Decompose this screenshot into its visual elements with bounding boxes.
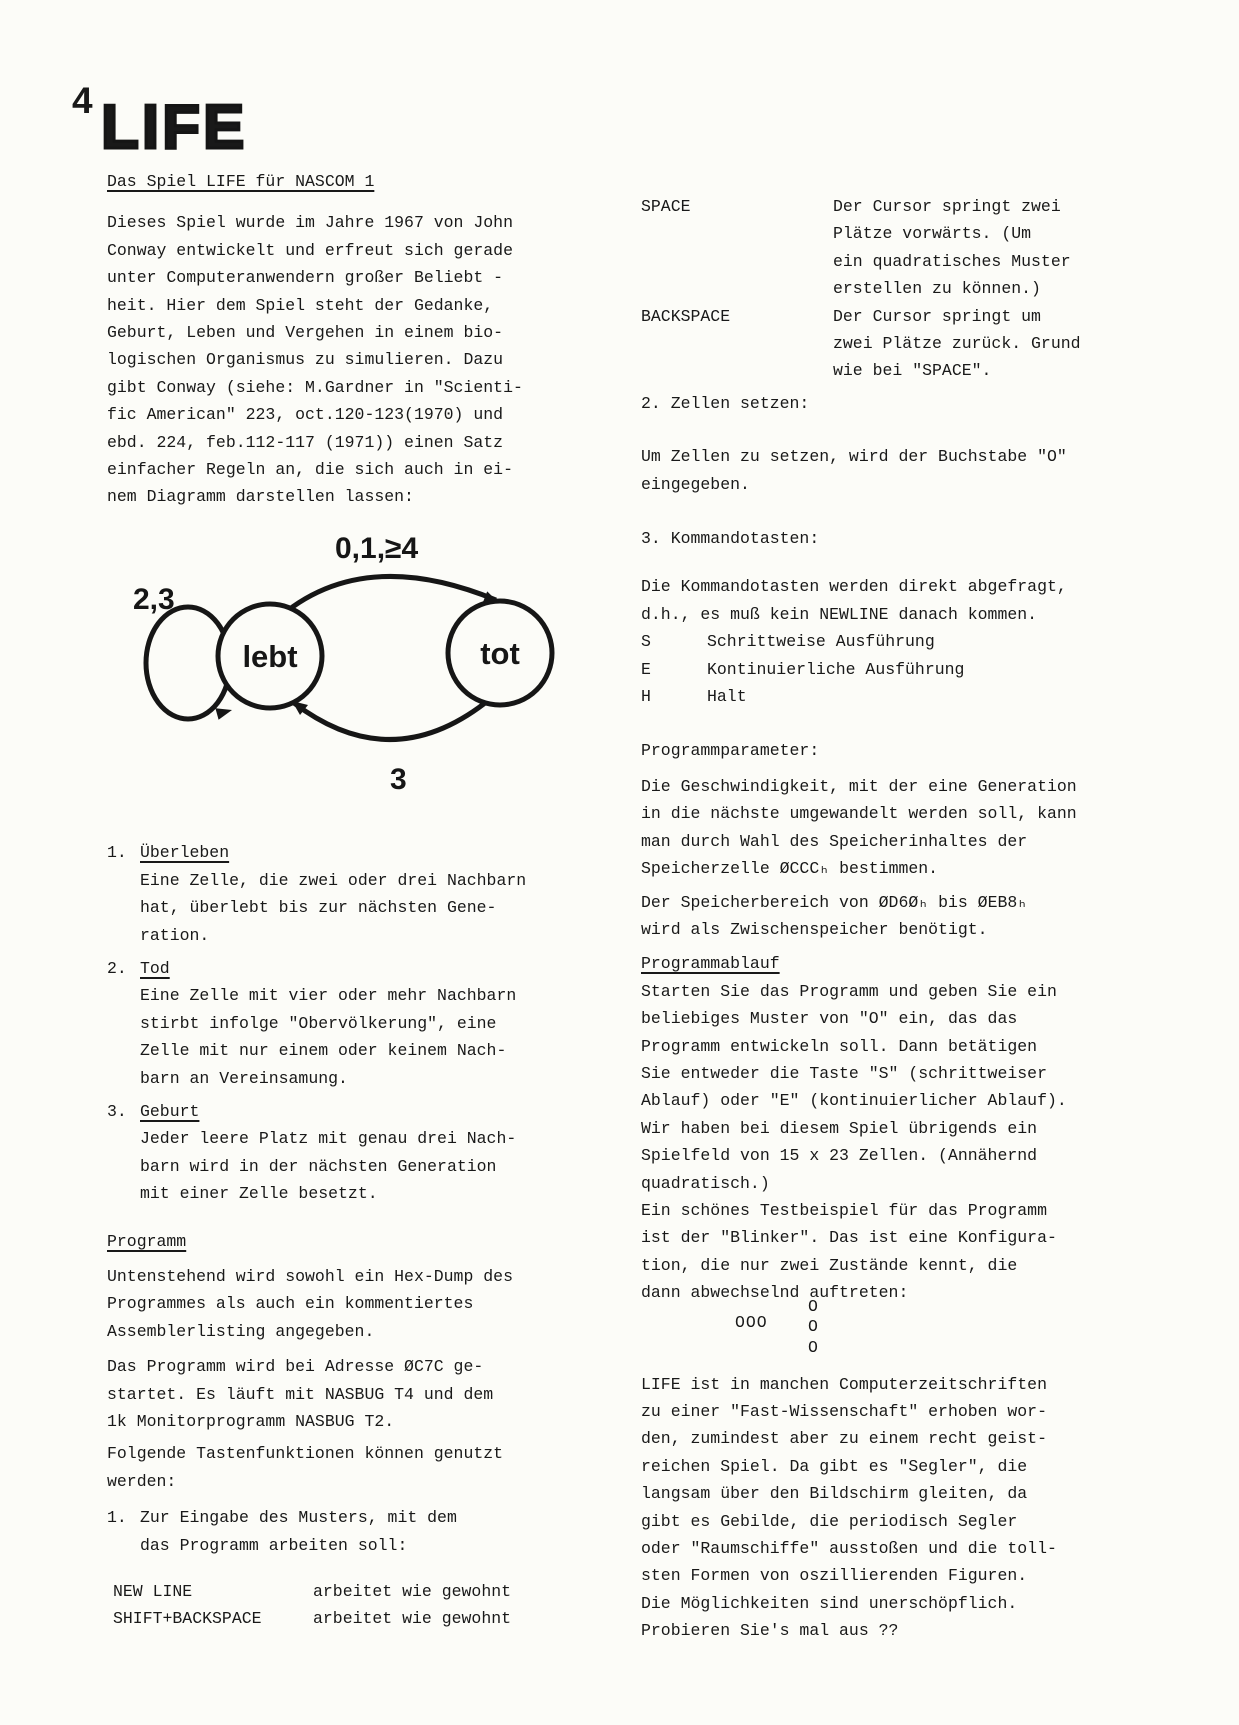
rule-text: Eine Zelle mit vier oder mehr Nachbarn stirbt infolge "Obervölkerung", eine Zelle mit nur einem oder keinem Nach- barn an Vereinsamung.: [140, 986, 517, 1088]
rule-title: Geburt: [140, 1101, 200, 1121]
rule-number: 2.: [107, 958, 127, 978]
key-row-space: [641, 193, 1113, 303]
cursor-key-table: [641, 193, 1113, 385]
edge-dead-to-alive: [294, 703, 485, 740]
key-name: SPACE: [641, 197, 691, 216]
programmablauf-paragraph: Starten Sie das Programm und geben Sie ein beliebiges Muster von "O" ein, das das Programm entwickeln soll. Dann betätigen Sie entweder die Taste "S" (schrittweiser Ablauf) oder "E" (kontinuierlicher Ablauf). Wir haben bei diesem Spiel übrigends ein Spielfeld von 15 x 23 Zellen. (Annähernd quadratisch.) Ein schönes Testbeispiel für das Programm ist der "Blinker". Das ist eine Konfigura- tion, die nur zwei Zustände kennt, die dann abwechselnd auftreten:: [641, 981, 1067, 1303]
input-instruction-item: [107, 1504, 555, 1559]
key-row-backspace: [641, 303, 1113, 385]
state-label-alive: lebt: [242, 638, 298, 674]
key-function-table: [107, 1578, 555, 1633]
rule-text: Eine Zelle, die zwei oder drei Nachbarn hat, überlebt bis zur nächsten Gene- ration.: [140, 870, 527, 945]
command-key: S: [641, 632, 651, 652]
command-row-e: [641, 656, 1113, 683]
rules-list: [107, 839, 555, 1207]
key-name: BACKSPACE: [641, 306, 731, 326]
state-label-dead: tot: [480, 635, 520, 671]
key-description: arbeitet wie gewohnt: [313, 1609, 512, 1629]
rule-text: Jeder leere Platz mit genau drei Nach- barn wird in der nächsten Generation mit einer Zelle besetzt.: [140, 1129, 517, 1204]
program-paragraph-3: Folgende Tastenfunktionen können genutzt werden:: [107, 1444, 504, 1491]
page-number: 4: [72, 80, 93, 121]
edge-label-to-alive: 3: [390, 762, 407, 796]
command-key: H: [641, 687, 651, 707]
program-paragraph-1: Untenstehend wird sowohl ein Hex-Dump des Programmes als auch ein kommentiertes Assemblerlisting angegeben.: [107, 1266, 513, 1341]
key-row-newline: [113, 1578, 555, 1605]
closing-paragraph: LIFE ist in manchen Computerzeitschriften zu einer "Fast-Wissenschaft" erhoben wor- den, zumindest aber zu einem recht geist- reichen Spiel. Da gibt es "Segler", die langsam über den Bildschirm gleiten, da gibt es Gebilde, die periodisch Segler oder "Raumschiffe" ausstoßen und die toll- sten Formen von oszillierenden Figuren. Die Möglichkeiten sind unerschöpflich. Probieren Sie's mal aus ??: [641, 1374, 1057, 1641]
key-description: Der Cursor springt zwei Plätze vorwärts. (Um ein quadratisches Muster erstellen zu können.): [833, 197, 1071, 299]
rule-ueberleben: [107, 839, 555, 949]
blinker-vertical-cells: O O O: [808, 1296, 818, 1357]
arrowhead-self-loop: [215, 708, 232, 720]
edge-label-self-loop: 2,3: [133, 582, 175, 616]
command-row-s: [641, 628, 1113, 655]
zellen-setzen-text: Um Zellen zu setzen, wird der Buchstabe "O" eingegeben.: [641, 447, 1067, 494]
rule-number: 1.: [107, 843, 127, 863]
command-description: Schrittweise Ausführung: [707, 632, 935, 652]
section-heading-programmparameter: Programmparameter:: [641, 740, 820, 760]
command-key-list: [641, 628, 1113, 710]
command-key: E: [641, 659, 651, 679]
rule-title: Überleben: [140, 843, 230, 863]
section-heading-kommandotasten: 3. Kommandotasten:: [641, 529, 820, 549]
command-row-h: [641, 683, 1113, 710]
programmparameter-paragraph-2: Der Speicherbereich von ØD6Øₕ bis ØEB8ₕ wird als Zwischenspeicher benötigt.: [641, 892, 1028, 939]
article-logo-title: LIFE: [101, 93, 248, 162]
blinker-horizontal-cells: OOO: [735, 1312, 768, 1332]
kommandotasten-text: Die Kommandotasten werden direkt abgefragt, d.h., es muß kein NEWLINE danach kommen.: [641, 577, 1067, 624]
rule-number: 3.: [107, 1101, 127, 1121]
section-heading-programm: Programm: [107, 1231, 187, 1251]
blinker-figure: [641, 1296, 1113, 1371]
state-diagram: [100, 526, 555, 807]
item-text: Zur Eingabe des Musters, mit dem das Programm arbeiten soll:: [140, 1508, 457, 1555]
article-subtitle: Das Spiel LIFE für NASCOM 1: [107, 172, 375, 191]
intro-paragraph: Dieses Spiel wurde im Jahre 1967 von John Conway entwickelt und erfreut sich gerade unter Computeranwendern großer Beliebt - heit. Hier dem Spiel steht der Gedanke, Geburt, Leben und Vergehen in einem bio- logischen Organismus zu simulieren. Dazu gibt Conway (siehe: M.Gardner in "Scienti- fic American" 223, oct.120-123(1970) und ebd. 224, feb.112-117 (1971)) einen Satz einfacher Regeln an, die sich auch in ei- nem Diagramm darstellen lassen:: [107, 213, 523, 507]
command-description: Halt: [707, 687, 747, 707]
program-paragraph-2: Das Programm wird bei Adresse ØC7C ge- startet. Es läuft mit NASBUG T4 und dem 1k Monitorprogramm NASBUG T2.: [107, 1357, 494, 1431]
key-name: SHIFT+BACKSPACE: [113, 1609, 262, 1629]
key-description: arbeitet wie gewohnt: [313, 1582, 512, 1602]
programmparameter-paragraph-1: Die Geschwindigkeit, mit der eine Generation in die nächste umgewandelt werden soll, kann man durch Wahl des Speicherinhaltes der Speicherzelle ØCCCₕ bestimmen.: [641, 776, 1077, 879]
state-diagram-svg: [100, 526, 570, 798]
left-column: [107, 168, 555, 1633]
key-row-shift-backspace: [113, 1605, 555, 1632]
rule-tod: [107, 955, 555, 1092]
right-column: [641, 193, 1113, 1645]
rule-geburt: [107, 1098, 555, 1208]
rule-title: Tod: [140, 958, 170, 978]
key-description: Der Cursor springt um zwei Plätze zurück. Grund wie bei "SPACE".: [833, 306, 1081, 381]
section-heading-zellen-setzen: 2. Zellen setzen:: [641, 393, 810, 413]
edge-label-to-dead: 0,1,≥4: [335, 531, 419, 565]
command-description: Kontinuierliche Ausführung: [707, 659, 965, 679]
item-number: 1.: [107, 1508, 127, 1528]
key-name: NEW LINE: [113, 1582, 193, 1602]
section-heading-programmablauf: Programmablauf: [641, 954, 780, 974]
